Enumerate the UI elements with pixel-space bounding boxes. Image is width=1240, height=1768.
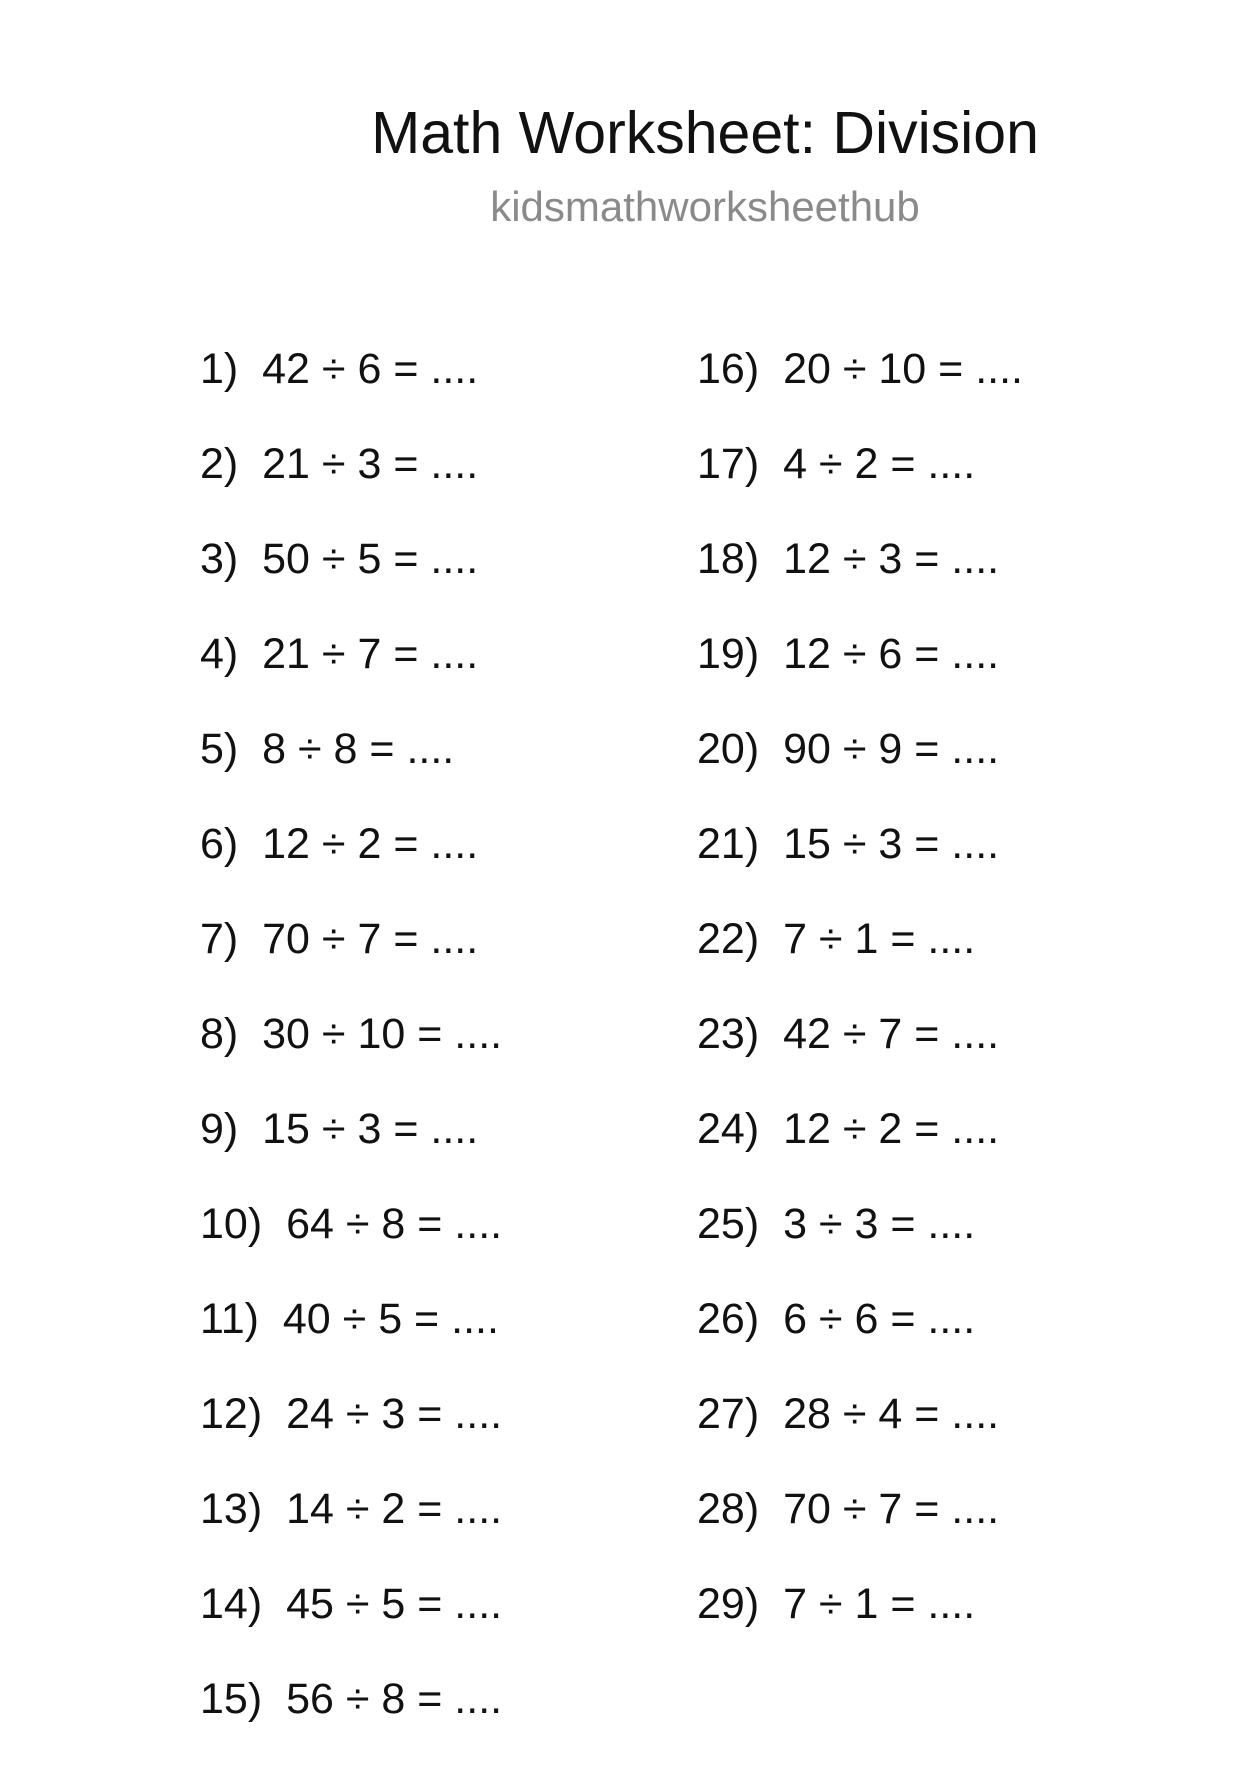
problem-item	[697, 1578, 1023, 1673]
problem-expression: 90 ÷ 9 = ....	[783, 725, 1000, 773]
problem-item	[200, 1483, 502, 1578]
problem-item	[697, 343, 1023, 438]
problem-expression: 15 ÷ 3 = ....	[262, 1105, 479, 1153]
problem-item	[697, 1103, 1023, 1198]
problem-expression: 70 ÷ 7 = ....	[262, 915, 479, 963]
problem-item	[200, 438, 502, 533]
problem-expression: 50 ÷ 5 = ....	[262, 535, 479, 583]
problem-number: 14)	[200, 1580, 263, 1628]
problem-number: 19)	[697, 630, 760, 678]
problem-expression: 28 ÷ 4 = ....	[783, 1390, 1000, 1438]
problem-number: 7)	[200, 915, 239, 963]
problem-number: 10)	[200, 1200, 263, 1248]
problem-number: 8)	[200, 1010, 239, 1058]
problem-item	[200, 1198, 502, 1293]
problem-expression: 6 ÷ 6 = ....	[783, 1295, 976, 1343]
problem-number: 22)	[697, 915, 760, 963]
problem-number: 17)	[697, 440, 760, 488]
problem-expression: 24 ÷ 3 = ....	[286, 1390, 503, 1438]
problem-item	[697, 628, 1023, 723]
problem-expression: 15 ÷ 3 = ....	[783, 820, 1000, 868]
worksheet-title: Math Worksheet: Division	[371, 100, 1039, 166]
problem-number: 21)	[697, 820, 760, 868]
problem-expression: 12 ÷ 6 = ....	[783, 630, 1000, 678]
problem-number: 9)	[200, 1105, 239, 1153]
problem-column-left	[200, 343, 502, 1768]
problem-item	[200, 818, 502, 913]
problem-item	[200, 1578, 502, 1673]
problem-expression: 21 ÷ 7 = ....	[262, 630, 479, 678]
problem-item	[200, 343, 502, 438]
problem-item	[697, 1388, 1023, 1483]
problem-item	[697, 913, 1023, 1008]
problem-number: 15)	[200, 1675, 263, 1723]
problem-item	[697, 818, 1023, 913]
problem-number: 25)	[697, 1200, 760, 1248]
problem-number: 18)	[697, 535, 760, 583]
problem-item	[697, 1293, 1023, 1388]
problem-number: 26)	[697, 1295, 760, 1343]
problem-number: 5)	[200, 725, 239, 773]
problem-item	[697, 1483, 1023, 1578]
problem-number: 13)	[200, 1485, 263, 1533]
problem-number: 28)	[697, 1485, 760, 1533]
problem-item	[697, 723, 1023, 818]
problem-expression: 7 ÷ 1 = ....	[783, 915, 976, 963]
problem-expression: 8 ÷ 8 = ....	[262, 725, 455, 773]
problem-column-right	[697, 343, 1023, 1673]
problem-expression: 42 ÷ 7 = ....	[783, 1010, 1000, 1058]
problem-expression: 14 ÷ 2 = ....	[286, 1485, 503, 1533]
problem-item	[697, 533, 1023, 628]
problem-expression: 45 ÷ 5 = ....	[286, 1580, 503, 1628]
problem-number: 2)	[200, 440, 239, 488]
worksheet-subtitle: kidsmathworksheethub	[490, 183, 920, 230]
problem-item	[200, 1008, 502, 1103]
problem-item	[200, 1103, 502, 1198]
problem-item	[200, 533, 502, 628]
problem-number: 16)	[697, 345, 760, 393]
problem-expression: 64 ÷ 8 = ....	[286, 1200, 503, 1248]
problem-expression: 12 ÷ 2 = ....	[262, 820, 479, 868]
problem-number: 3)	[200, 535, 239, 583]
problem-item	[697, 1008, 1023, 1103]
problem-number: 29)	[697, 1580, 760, 1628]
problem-item	[200, 1293, 502, 1388]
problem-number: 27)	[697, 1390, 760, 1438]
problem-expression: 3 ÷ 3 = ....	[783, 1200, 976, 1248]
problem-expression: 21 ÷ 3 = ....	[262, 440, 479, 488]
problem-item	[200, 1388, 502, 1483]
problem-number: 23)	[697, 1010, 760, 1058]
problem-number: 11)	[200, 1295, 259, 1343]
problem-number: 20)	[697, 725, 760, 773]
problem-number: 6)	[200, 820, 239, 868]
problem-item	[200, 628, 502, 723]
problem-expression: 12 ÷ 3 = ....	[783, 535, 1000, 583]
problem-item	[697, 438, 1023, 533]
problem-item	[200, 723, 502, 818]
problem-expression: 20 ÷ 10 = ....	[783, 345, 1024, 393]
problem-expression: 7 ÷ 1 = ....	[783, 1580, 976, 1628]
problem-number: 12)	[200, 1390, 263, 1438]
problem-item	[697, 1198, 1023, 1293]
problem-expression: 42 ÷ 6 = ....	[262, 345, 479, 393]
problem-item	[200, 913, 502, 1008]
problem-expression: 12 ÷ 2 = ....	[783, 1105, 1000, 1153]
problem-number: 1)	[200, 345, 239, 393]
problem-expression: 4 ÷ 2 = ....	[783, 440, 976, 488]
problem-expression: 30 ÷ 10 = ....	[262, 1010, 503, 1058]
problem-expression: 40 ÷ 5 = ....	[282, 1295, 499, 1343]
problem-number: 4)	[200, 630, 239, 678]
problem-number: 24)	[697, 1105, 760, 1153]
problem-expression: 56 ÷ 8 = ....	[286, 1675, 503, 1723]
problem-expression: 70 ÷ 7 = ....	[783, 1485, 1000, 1533]
